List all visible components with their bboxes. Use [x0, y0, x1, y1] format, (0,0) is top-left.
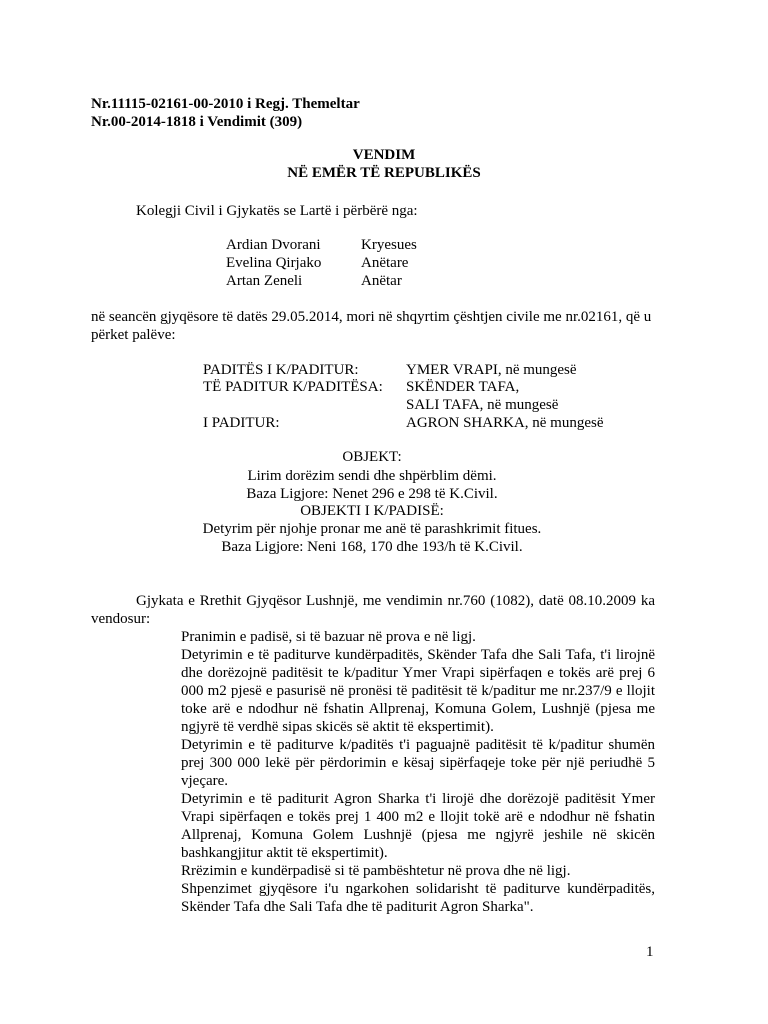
counterclaim-legal-basis: Baza Ligjore: Neni 168, 170 dhe 193/h të K.Civil.: [221, 539, 523, 555]
party-value: SALI TAFA, në mungesë: [406, 397, 559, 413]
decision-line: ngjyrë të verdhë sipas skicës së aktit të ekspertimit).: [181, 719, 494, 735]
decision-line: dhe dorëzojnë paditësit te k/paditur Ymer Vrapi sipërfaqen e tokës arë prej 6: [181, 665, 655, 681]
decision-item: [181, 880, 655, 916]
counterclaim-line: Detyrim për njohje pronar me anë të parashkrimit fitues.: [202, 521, 542, 537]
judge-name: Evelina Qirjako: [226, 255, 322, 271]
court-line-2: vendosur:: [91, 611, 151, 627]
judge-name: Ardian Dvorani: [226, 237, 321, 253]
decision-line: vjeçare.: [181, 773, 229, 789]
decision-line: 000 m2 pjesë e pasurisë në pronësi të paditësit të k/paditur me nr.237/9 e llojit: [181, 683, 655, 699]
page-number: 1: [646, 944, 654, 960]
decision-line: Allprenaj, Komuna Golem Lushnjë (pjesa me ngjyrë jeshile në skicën: [181, 827, 655, 843]
session-line-1: në seancën gjyqësore të datës 29.05.2014, mori në shqyrtim çështjen civile me nr.02161, që u: [91, 309, 652, 325]
decision-line: Detyrimin e të paditurve k/paditës t'i paguajnë paditësit të k/paditur shumën: [181, 737, 655, 753]
decision-line: Detyrimin e të paditurve kundërpaditës, Skënder Tafa dhe Sali Tafa, t'i lirojnë: [181, 647, 655, 663]
party-value: YMER VRAPI, në mungesë: [406, 362, 577, 378]
decision-item: [181, 790, 655, 862]
decision-line: prej 300 000 lekë për përdorimin e kësaj sipërfaqeje toke për një periudhë 5: [181, 755, 655, 771]
judge-role: Anëtare: [361, 255, 409, 271]
judge-name: Artan Zeneli: [226, 273, 303, 289]
decisions-list: [181, 628, 655, 916]
court-paragraph: [91, 592, 655, 628]
counterclaim-heading: OBJEKTI I K/PADISË:: [300, 503, 444, 519]
judge-role: Kryesues: [361, 237, 417, 253]
session-line-2: përket palëve:: [91, 327, 176, 343]
title-vendim: VENDIM: [352, 147, 416, 163]
party-value: SKËNDER TAFA,: [406, 379, 520, 395]
decision-item: [181, 736, 655, 790]
decision-line: Skënder Tafa dhe Sali Tafa dhe të paditurit Agron Sharka".: [181, 899, 534, 915]
party-label: PADITËS I K/PADITUR:: [203, 362, 359, 378]
title-republic: NË EMËR TË REPUBLIKËS: [287, 165, 481, 181]
party-value: AGRON SHARKA, në mungesë: [406, 415, 604, 431]
judge-role: Anëtar: [361, 273, 402, 289]
object-heading: OBJEKT:: [342, 449, 402, 465]
decision-line: Vrapi sipërfaqen e tokës prej 1 400 m2 e llojit tokë arë e ndodhur në fshatin: [181, 809, 655, 825]
legal-basis: Baza Ligjore: Nenet 296 e 298 të K.Civil.: [246, 486, 498, 502]
decision-line: Shpenzimet gjyqësore i'u ngarkohen solidarisht të paditurve kundërpaditës,: [181, 881, 655, 897]
decision-line: bashkangjitur aktit të ekspertimit).: [181, 845, 388, 861]
decision-number: Nr.00-2014-1818 i Vendimit (309): [91, 114, 303, 130]
decision-item: Pranimin e padisë, si të bazuar në prova e në ligj.: [181, 629, 476, 645]
court-line-1: Gjykata e Rrethit Gjyqësor Lushnjë, me vendimin nr.760 (1082), datë 08.10.2009 ka: [136, 593, 655, 609]
decision-line: toke arë e ndodhur në fshatin Allprenaj, Komuna Golem, Lushnjë (pjesa me: [181, 701, 655, 717]
object-line: Lirim dorëzim sendi dhe shpërblim dëmi.: [247, 468, 497, 484]
decision-item: Rrëzimin e kundërpadisë si të pambështetur në prova dhe në ligj.: [181, 863, 571, 879]
party-label: TË PADITUR K/PADITËSA:: [203, 379, 383, 395]
registry-number: Nr.11115-02161-00-2010 i Regj. Themeltar: [91, 96, 360, 112]
panel-intro: Kolegji Civil i Gjykatës se Lartë i përbërë nga:: [136, 203, 418, 219]
party-label: I PADITUR:: [203, 415, 280, 431]
decision-item: [181, 646, 655, 736]
decision-line: Detyrimin e të paditurit Agron Sharka t'i lirojë dhe dorëzojë paditësit Ymer: [181, 791, 655, 807]
